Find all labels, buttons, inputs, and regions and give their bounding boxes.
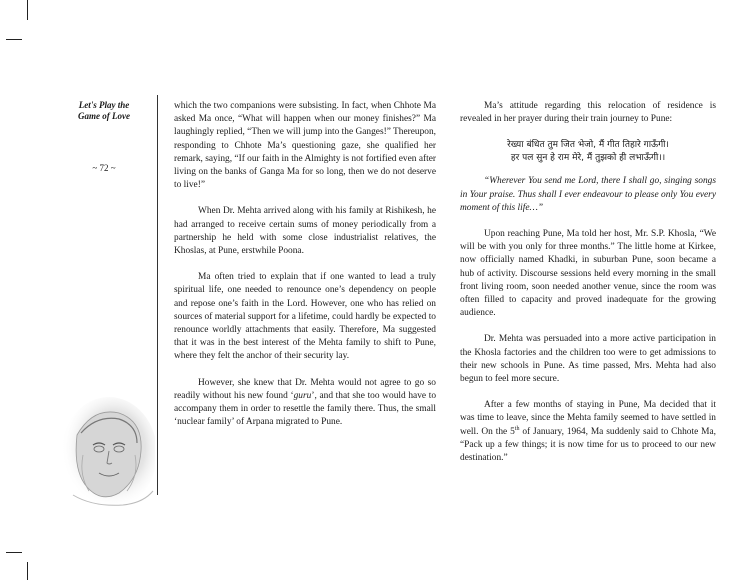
running-title-line2: Game of Love xyxy=(78,111,130,121)
left-text-column xyxy=(174,100,436,442)
left-paragraph-1: which the two companions were subsisting. In fact, when Chhote Ma asked Ma once, “What will happen when our money finishes?” Ma laughingly replied, “Then we will jump into the Ganges!” Thereupon, responding to Chhote Ma’s questioning gaze, she qualified her remark, saying, “If our faith in the Almighty is not fortified even after living on the banks of Ganga Ma for so long, then we do not deserve to live!” xyxy=(174,101,436,191)
left-paragraph-4 xyxy=(174,377,436,430)
page-number: ~ 72 ~ xyxy=(92,163,116,173)
hindi-prayer xyxy=(460,139,716,165)
hindi-line-1: रेख्या बंधित तुम जित भेजो, मैं गीत तिहारे गाऊँगी। xyxy=(507,140,669,151)
ordinal-suffix: th xyxy=(514,425,520,432)
right-paragraph-3: Dr. Mehta was persuaded into a more active participation in the Khosla factories and the children too were to get admissions to their new schools in Pune. As time passed, Mrs. Mehta had also begun to feel more secure. xyxy=(460,334,716,385)
crop-mark-top-left-h xyxy=(6,39,22,40)
right-paragraph-4-end: of January, 1964, Ma suddenly said to Chhote Ma, “Pack up a few things; it is now time for us to proceed to our new destination.” xyxy=(460,426,716,464)
hindi-line-2: हर पल सुन हे राम मेरे, मैं तुझको ही लभाऊँगी।। xyxy=(510,153,666,164)
left-paragraph-3: Ma often tried to explain that if one wanted to lead a truly spiritual life, one needed to renounce one’s dependency on people and repose one’s faith in the Lord. However, one who has relied on sources of material support for a lifetime, could hardly be expected to renounce worldly attachments that easily. Therefore, Ma suggested that it was in the best interest of the Mehta family to shift to Pune, where they felt the anchor of their security lay. xyxy=(174,272,436,362)
column-divider xyxy=(157,95,158,495)
running-title xyxy=(62,100,146,122)
right-paragraph-4-start: After a few months of staying in Pune, Ma decided that it was time to leave, since the Mehta family seemed to have settled in well. On the 5 xyxy=(460,400,716,437)
left-paragraph-2: When Dr. Mehta arrived along with his family at Rishikesh, he had arranged to receive certain sums of money periodically from a partnership he held with some close industrialist relatives, the Khoslas, at Pune, erstwhile Poona. xyxy=(174,206,436,257)
crop-mark-bottom-left-h xyxy=(6,552,22,553)
crop-mark-top-left xyxy=(27,0,28,20)
left-paragraph-4-end: ’, and that she too would have to accompany them in order to resettle the family there. Thus, the small ‘nuclear family’ of Arpana migrated to Pune. xyxy=(174,390,437,428)
portrait-sketch xyxy=(53,395,155,513)
right-paragraph-1: Ma’s attitude regarding this relocation of residence is revealed in her prayer during their train journey to Pune: xyxy=(460,101,716,125)
left-paragraph-4-start: However, she knew that Dr. Mehta would not agree to go so readily without his new found ‘ xyxy=(174,377,436,401)
crop-mark-bottom-left xyxy=(27,562,28,580)
prayer-translation: “Wherever You send me Lord, there I shall go, singing songs in Your praise. Thus shall I ever endeavour to please only You every moment of this life…” xyxy=(460,176,716,213)
guru-word: guru xyxy=(293,390,312,401)
right-text-column xyxy=(460,100,716,478)
right-paragraph-4 xyxy=(460,399,716,465)
running-title-line1: Let's Play the xyxy=(78,100,130,110)
right-paragraph-2: Upon reaching Pune, Ma told her host, Mr. S.P. Khosla, “We will be with you only for three months.” The little home at Kirkee, now officially named Khadki, in suburban Pune, soon became a hub of activity. Discourse sessions held every morning in the small front living room, soon needed another venue, since the room was often filled to capacity and proved inadequate for the growing audience. xyxy=(460,229,716,319)
